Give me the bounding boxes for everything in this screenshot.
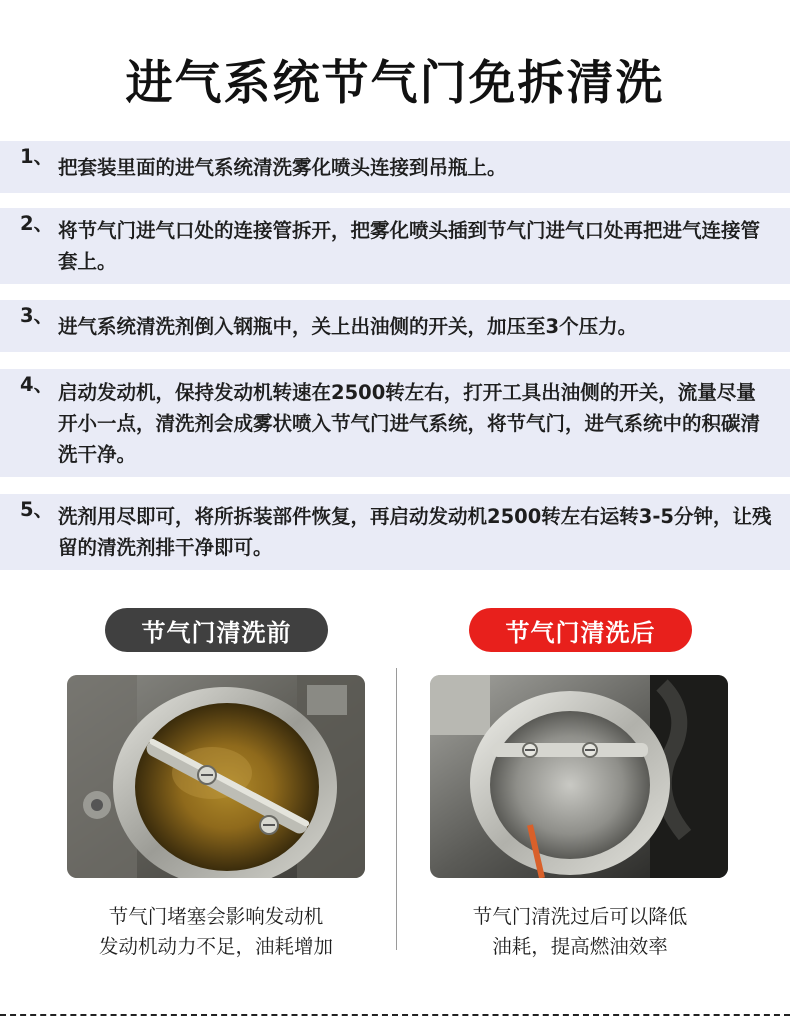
after-label: 节气门清洗后 — [469, 608, 692, 652]
dirty-throttle-body-photo — [67, 675, 365, 878]
after-caption-line1: 节气门清洗过后可以降低 — [472, 905, 688, 928]
step-text: 进气系统清洗剂倒入钢瓶中，关上出油侧的开关，加压至3个压力。 — [58, 314, 638, 338]
step-number: 5、 — [20, 498, 54, 521]
step-5 — [0, 494, 790, 570]
step-1 — [0, 141, 790, 193]
step-number: 1、 — [20, 145, 54, 168]
before-label: 节气门清洗前 — [105, 608, 328, 652]
step-number: 4、 — [20, 373, 54, 396]
step-number: 3、 — [20, 304, 54, 327]
step-text: 启动发动机，保持发动机转速在2500转左右，打开工具出油侧的开关，流量尽量开小一点，清洗剂会成雾状喷入节气门进气系统，将节气门，进气系统中的积碳清洗干净。 — [58, 380, 761, 466]
after-caption — [415, 902, 745, 962]
after-caption-line2: 油耗，提高燃油效率 — [492, 935, 668, 958]
step-text: 将节气门进气口处的连接管拆开，把雾化喷头插到节气门进气口处再把进气连接管套上。 — [58, 219, 761, 273]
bottom-dashed-divider — [0, 1014, 790, 1016]
step-3 — [0, 300, 790, 352]
step-number: 2、 — [20, 212, 54, 235]
step-4 — [0, 369, 790, 477]
before-caption-line2: 发动机动力不足，油耗增加 — [98, 935, 333, 958]
before-caption-line1: 节气门堵塞会影响发动机 — [108, 905, 324, 928]
step-2 — [0, 208, 790, 284]
before-caption — [51, 902, 381, 962]
section-divider — [396, 668, 397, 950]
clean-throttle-body-photo — [430, 675, 728, 878]
step-text: 把套装里面的进气系统清洗雾化喷头连接到吊瓶上。 — [58, 155, 507, 179]
page-title: 进气系统节气门免拆清洗 — [125, 56, 665, 111]
step-text: 洗剂用尽即可，将所拆装部件恢复，再启动发动机2500转左右运转3-5分钟，让残留的清洗剂排干净即可。 — [58, 505, 772, 559]
